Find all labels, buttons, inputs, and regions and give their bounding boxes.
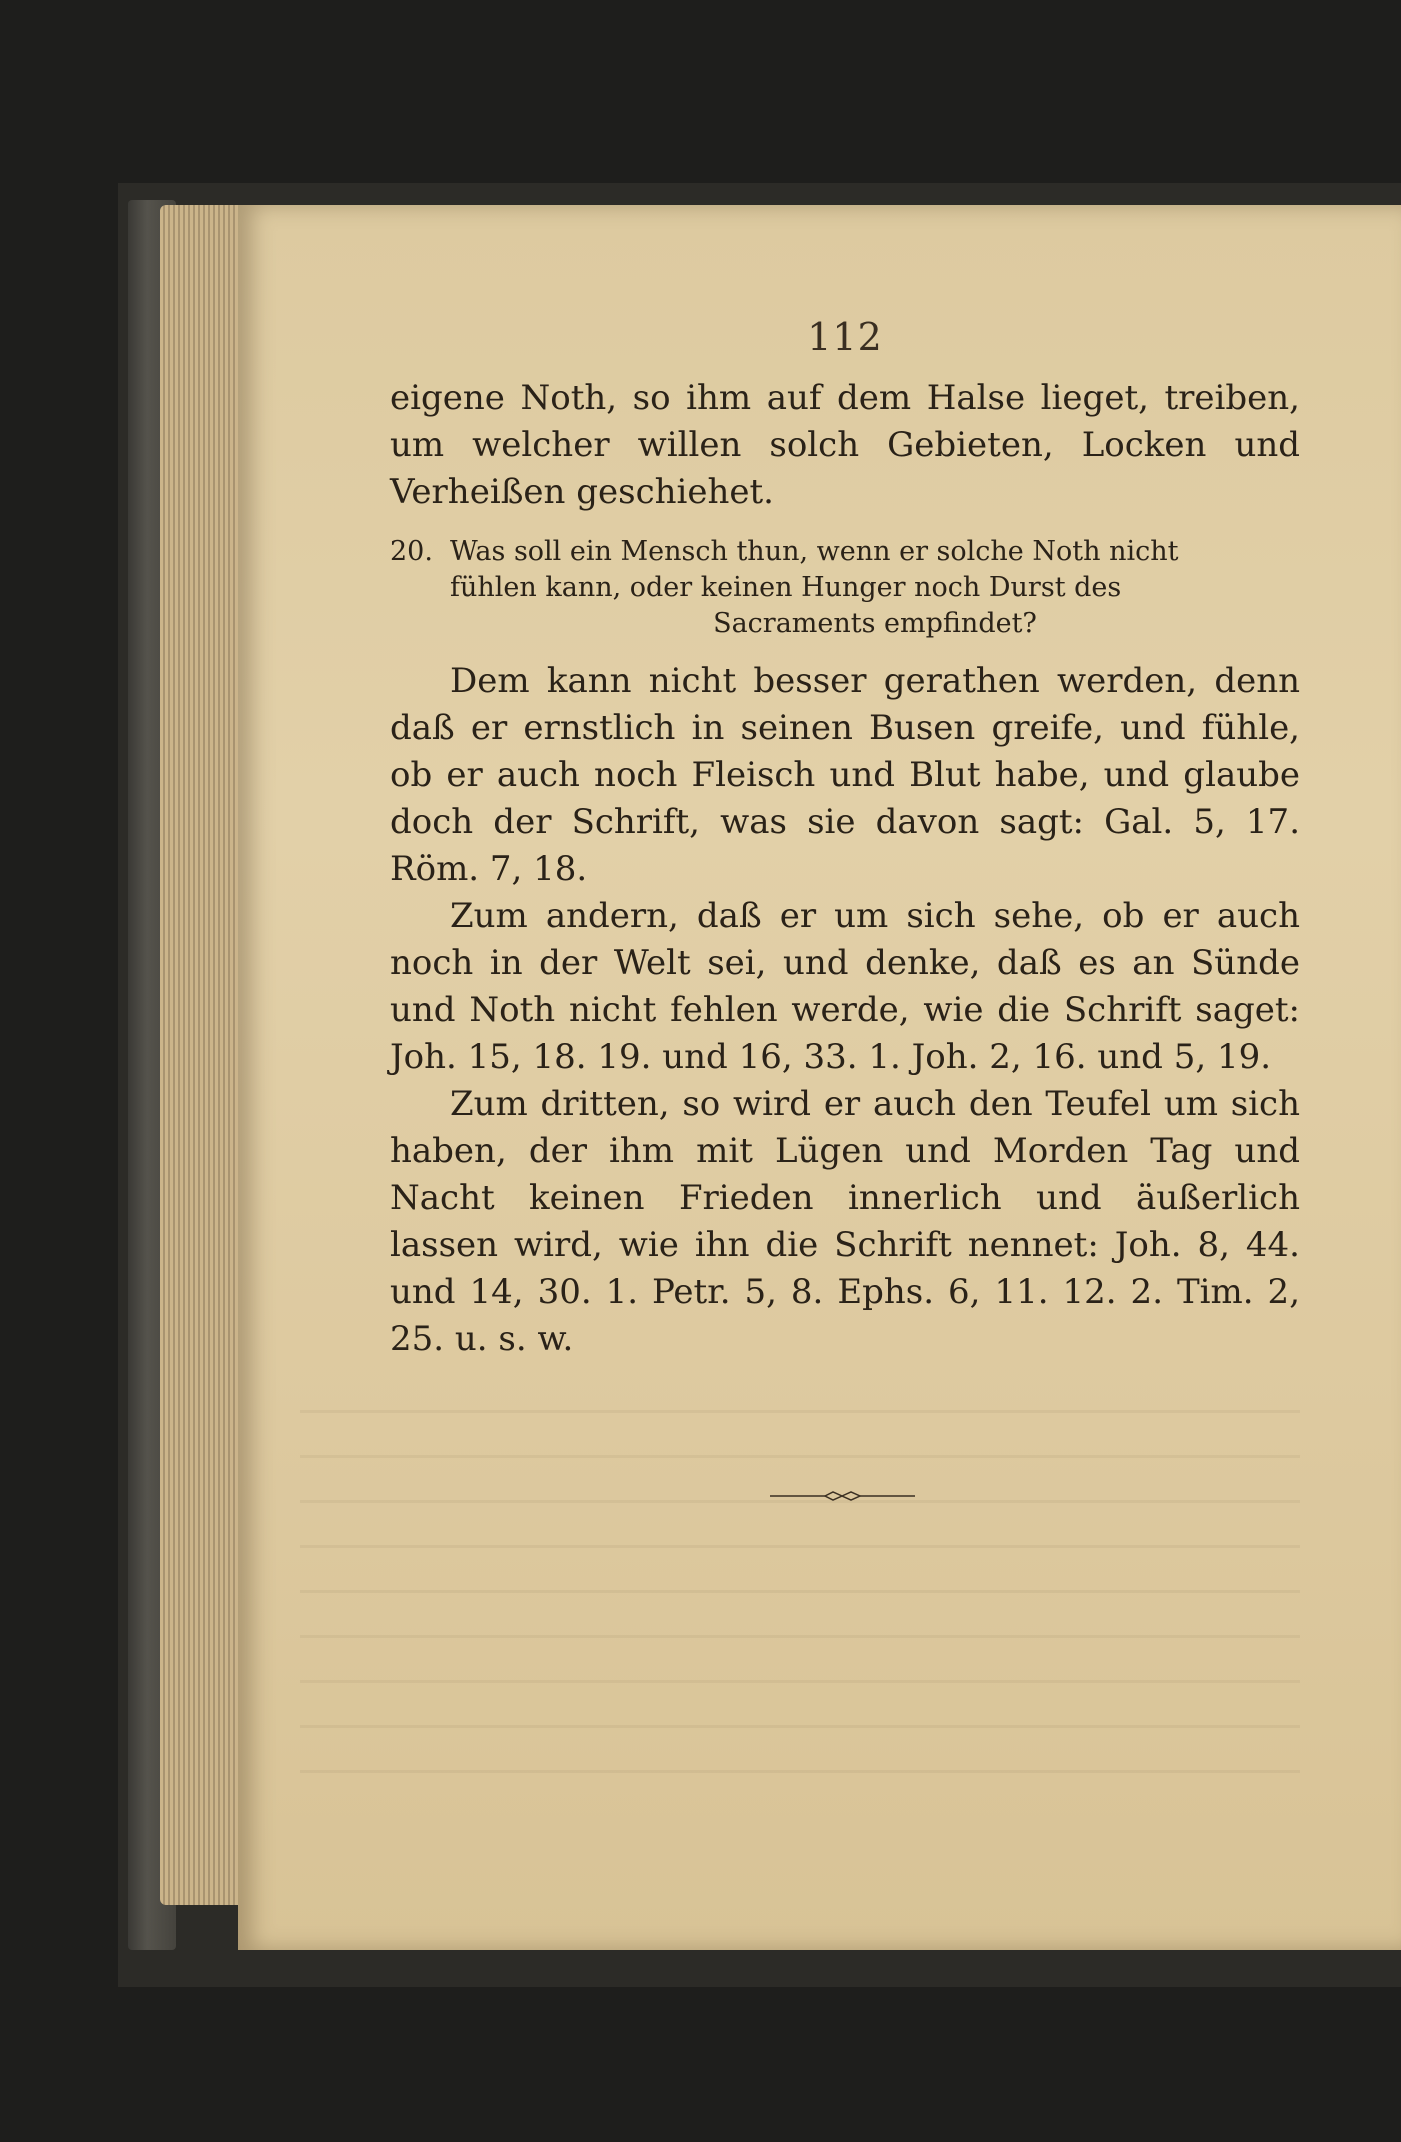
question-text <box>450 534 1300 642</box>
answer-paragraph: Dem kann nicht besser gerathen werden, denn daß er ernstlich in seinen Busen greife, und fühle, ob er auch noch Fleisch und Blut habe, und glaube doch der Schrift, was sie davon sagt: Gal. 5, 17. Röm. 7, 18. <box>390 661 1300 889</box>
show-through-text <box>300 1380 1300 1800</box>
answer-paragraph: Zum dritten, so wird er auch den Teufel um sich haben, der ihm mit Lügen und Morden Tag und Nacht keinen Frieden innerlich und äußerlich lassen wird, wie ihn die Schrift nennet: Joh. 8, 44. und 14, 30. 1. Petr. 5, 8. Ephs. 6, 11. 12. 2. Tim. 2, 25. u. s. w. <box>390 1084 1300 1359</box>
answer-paragraph: Zum andern, daß er um sich sehe, ob er auch noch in der Welt sei, und denke, daß es an Sünde und Noth nicht fehlen werde, wie die Schrift saget: Joh. 15, 18. 19. und 16, 33. 1. Joh. 2, 16. und 5, 19. <box>390 896 1300 1077</box>
question-line: Was soll ein Mensch thun, wenn er solche Noth nicht <box>450 536 1179 567</box>
page-number: 112 <box>807 315 883 359</box>
question-line: Sacraments empfindet? <box>713 608 1037 639</box>
continued-paragraph: eigene Noth, so ihm auf dem Halse lieget, treiben, um welcher willen solch Gebieten, Locken und Verheißen geschiehet. <box>390 378 1300 512</box>
question-block <box>390 534 1300 642</box>
page-text <box>390 300 1300 1363</box>
page-edges <box>160 205 250 1905</box>
question-line: fühlen kann, oder keinen Hunger noch Durst des <box>450 572 1122 603</box>
question-number: 20. <box>390 536 433 567</box>
section-divider-ornament-icon <box>770 1490 915 1502</box>
